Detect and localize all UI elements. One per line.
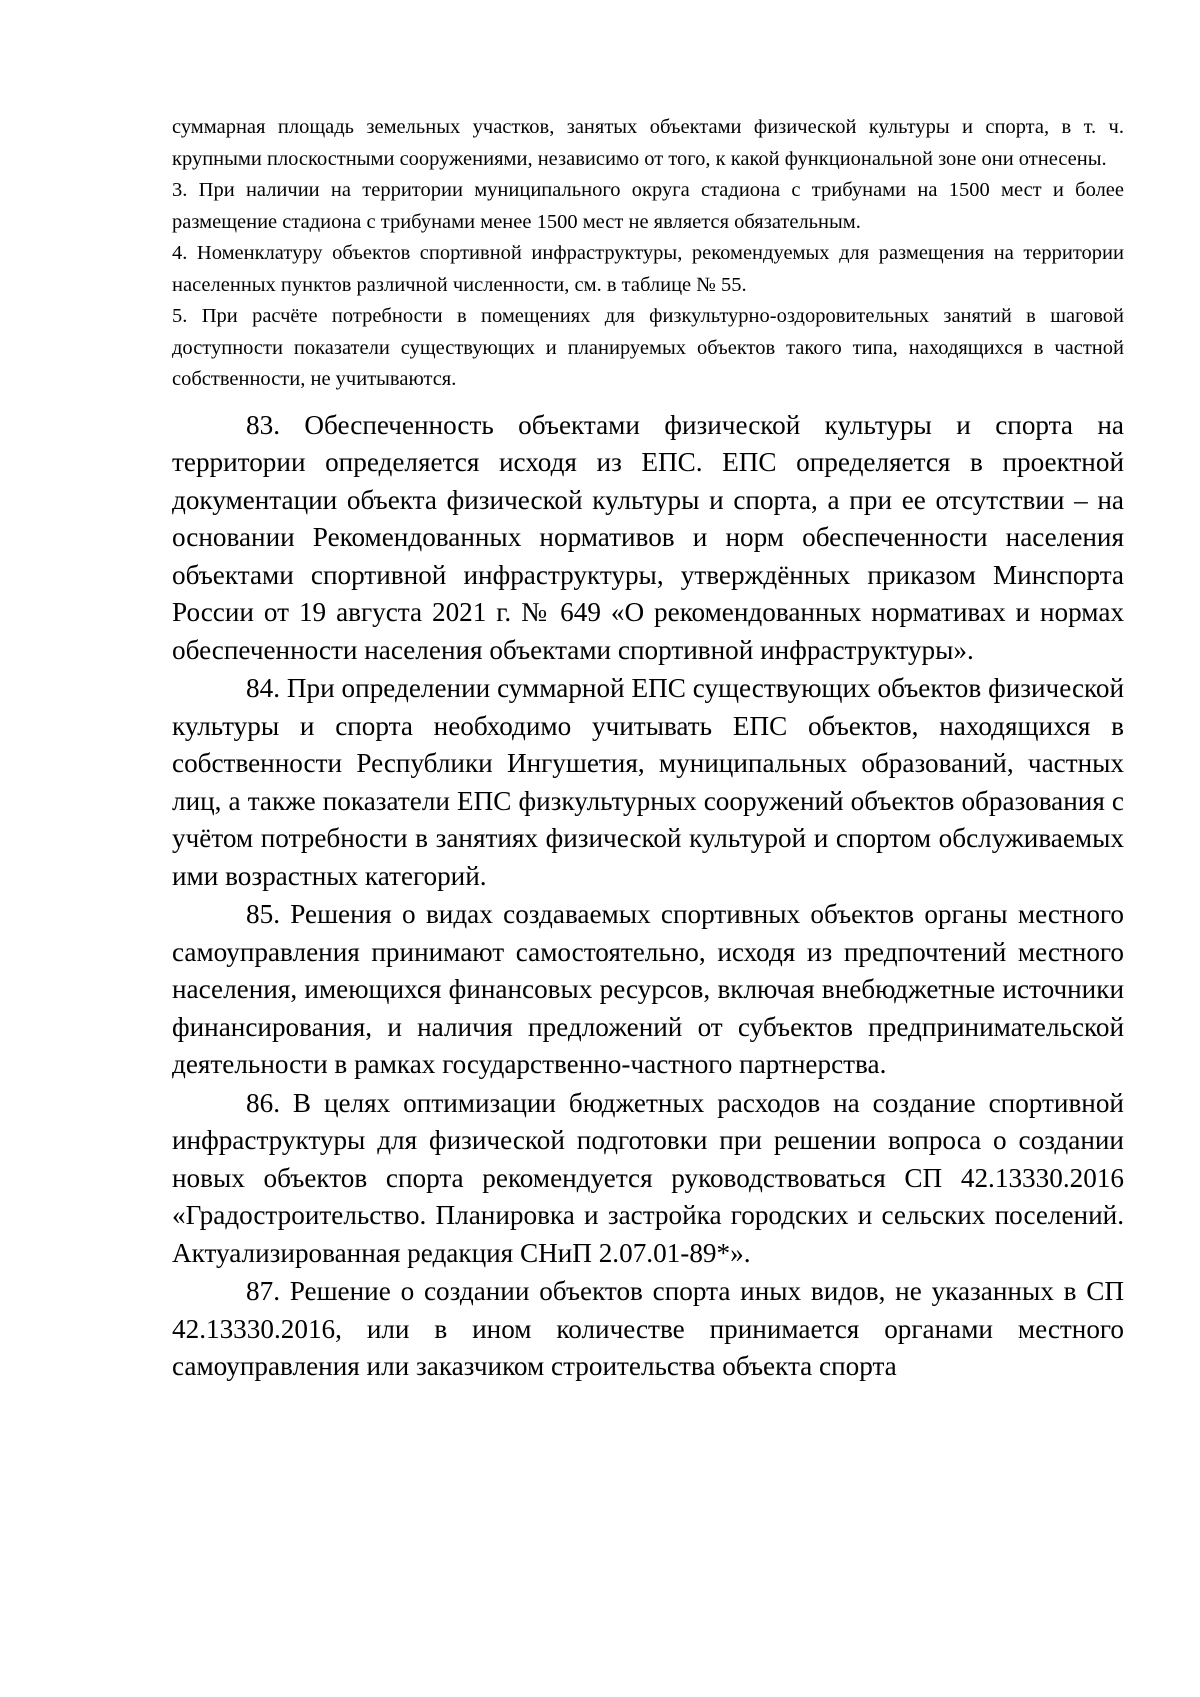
paragraph-83: 83. Обеспеченность объектами физической культуры и спорта на территории определяется исходя из ЕПС. ЕПС определяется в проектной документации объекта физической культуры и спорта, а при ее отсутствии – на основании Рекомендованных нормативов и норм обеспеченности населения объектами спортивной инфраструктуры, утверждённых приказом Минспорта России от 19 августа 2021 г. № 649 «О рекомендованных нормативах и нормах обеспеченности населения объектами спортивной инфраструктуры».	[172, 409, 1124, 665]
main-text	[172, 407, 1124, 1386]
note-4: 4. Номенклатуру объектов спортивной инфраструктуры, рекомендуемых для размещения на территории населенных пунктов различной численности, см. в таблице № 55.	[172, 242, 1124, 296]
paragraph-84: 84. При определении суммарной ЕПС существующих объектов физической культуры и спорта необходимо учитывать ЕПС объектов, находящихся в собственности Республики Ингушетия, муниципальных образований, частных лиц, а также показатели ЕПС физкультурных сооружений объектов образования с учётом потребности в занятиях физической культурой и спортом обслуживаемых ими возрастных категорий.	[172, 673, 1124, 891]
table-notes	[172, 112, 1124, 396]
paragraph-85: 85. Решения о видах создаваемых спортивных объектов органы местного самоуправления принимают самостоятельно, исходя из предпочтений местного населения, имеющихся финансовых ресурсов, включая внебюджетные источники финансирования, и наличия предложений от субъектов предпринимательской деятельности в рамках государственно-частного партнерства.	[172, 899, 1124, 1079]
note-3: 3. При наличии на территории муниципального округа стадиона с трибунами на 1500 мест и более размещение стадиона с трибунами менее 1500 мест не является обязательным.	[172, 179, 1124, 233]
note-continuation: суммарная площадь земельных участков, занятых объектами физической культуры и спорта, в т. ч. крупными плоскостными сооружениями, независимо от того, к какой функциональной зоне они отнесены.	[172, 116, 1124, 170]
paragraph-86: 86. В целях оптимизации бюджетных расходов на создание спортивной инфраструктуры для физической подготовки при решении вопроса о создании новых объектов спорта рекомендуется руководствоваться СП 42.13330.2016 «Градостроительство. Планировка и застройка городских и сельских поселений. Актуализированная редакция СНиП 2.07.01-89*».	[172, 1087, 1124, 1268]
page-content	[172, 112, 1124, 1386]
note-5: 5. При расчёте потребности в помещениях для физкультурно-оздоровительных занятий в шаговой доступности показатели существующих и планируемых объектов такого типа, находящихся в частной собственности, не учитываются.	[172, 305, 1124, 390]
paragraph-87: 87. Решение о создании объектов спорта иных видов, не указанных в СП 42.13330.2016, или в ином количестве принимается органами местного самоуправления или заказчиком строительства объекта спорта	[172, 1276, 1124, 1381]
